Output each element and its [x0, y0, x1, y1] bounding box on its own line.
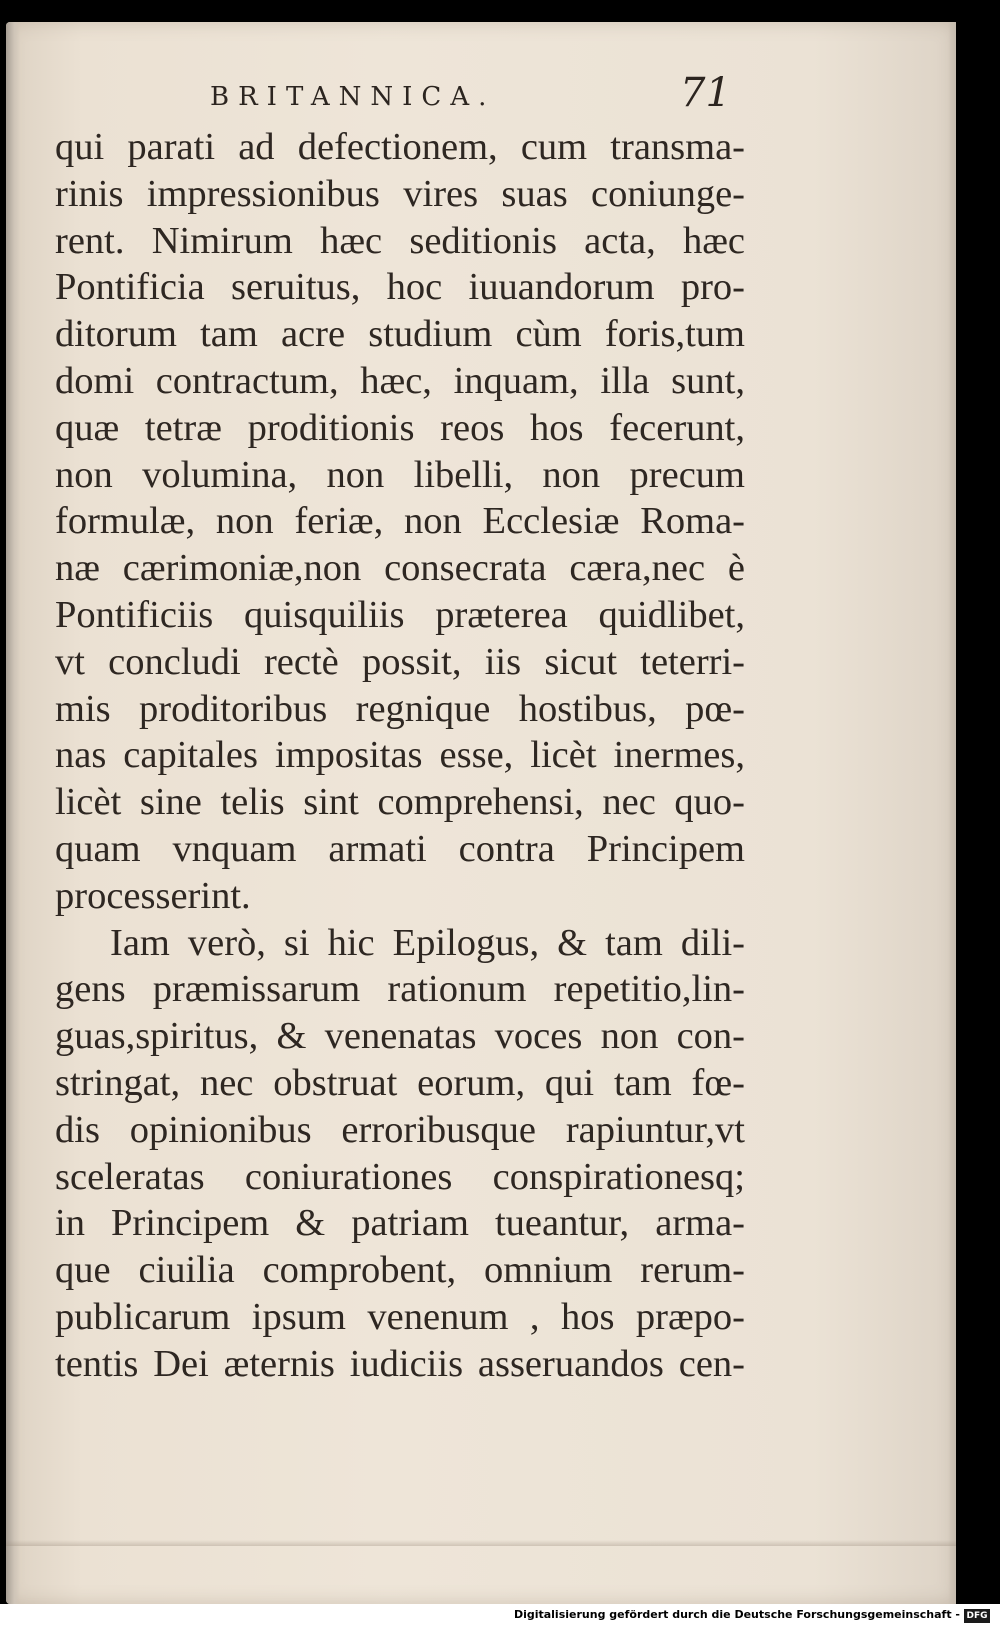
page-header — [0, 70, 1000, 120]
text-line: domi contractum, hæc, inquam, illa sunt, — [55, 359, 745, 402]
text-line: næ cærimoniæ,non consecrata cæra,nec è — [55, 547, 745, 590]
text-line: guas,spiritus, & venenatas voces non con- — [55, 1015, 745, 1058]
text-line: rinis impressionibus vires suas coniunge- — [55, 172, 745, 215]
text-line: quæ tetræ proditionis reos hos fecerunt, — [55, 406, 745, 449]
page-right-shadow — [948, 22, 956, 1604]
text-line: qui parati ad defectionem, cum transma- — [55, 126, 745, 168]
page-bottom-edge — [6, 1540, 956, 1546]
digitization-footer — [0, 1604, 1000, 1630]
text-line: non volumina, non libelli, non precum — [55, 453, 745, 496]
text-line: Pontificiis quisquiliis præterea quidlibet, — [55, 593, 745, 636]
page-number: 71 — [680, 70, 731, 116]
dfg-logo-icon: DFG — [964, 1609, 990, 1623]
text-line: in Principem & patriam tueantur, arma- — [55, 1202, 745, 1245]
text-line: tentis Dei æternis iudiciis asseruandos cen- — [55, 1342, 745, 1385]
funding-credit: Digitalisierung gefördert durch die Deutsche Forschungsgemeinschaft - — [513, 1608, 960, 1621]
body-text — [55, 124, 745, 1388]
text-line: gens præmissarum rationum repetitio,lin- — [55, 968, 745, 1011]
text-line: que ciuilia comprobent, omnium rerum- — [55, 1249, 745, 1292]
text-line-paragraph-end: processerint. — [55, 874, 251, 917]
text-line: dis opinionibus erroribusque rapiuntur,vt — [55, 1108, 745, 1151]
text-line: formulæ, non feriæ, non Ecclesiæ Roma- — [55, 500, 745, 543]
text-line: licèt sine telis sint comprehensi, nec quo- — [55, 781, 745, 824]
text-line: quam vnquam armati contra Principem — [55, 827, 745, 870]
text-line: rent. Nimirum hæc seditionis acta, hæc — [55, 219, 745, 262]
running-title: BRITANNICA. — [210, 82, 496, 112]
text-line: publicarum ipsum venenum , hos præpo- — [55, 1295, 745, 1338]
text-line-paragraph-start: Iam verò, si hic Epilogus, & tam dili- — [110, 921, 745, 964]
text-line: sceleratas coniurationes conspirationesq; — [55, 1155, 745, 1198]
page-gutter-edge — [6, 22, 20, 1604]
text-line: Pontificia seruitus, hoc iuuandorum pro- — [55, 266, 745, 309]
text-line: vt concludi rectè possit, iis sicut teterri- — [55, 640, 745, 683]
text-line: nas capitales impositas esse, licèt inermes, — [55, 734, 745, 777]
text-line: mis proditoribus regnique hostibus, pœ- — [55, 687, 745, 730]
text-line: stringat, nec obstruat eorum, qui tam fœ- — [55, 1061, 745, 1104]
text-line: ditorum tam acre studium cùm foris,tum — [55, 313, 745, 356]
